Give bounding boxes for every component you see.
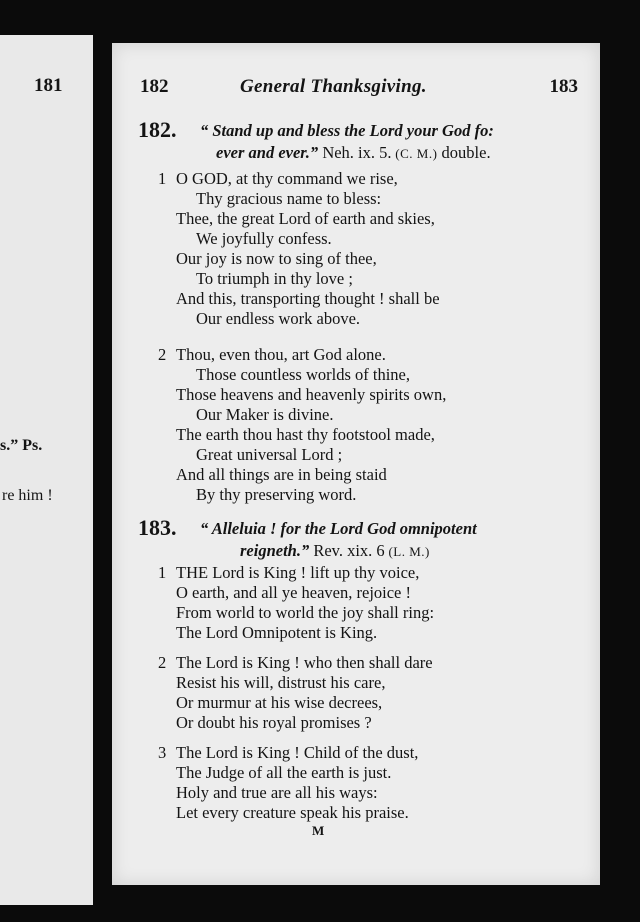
verse-line: Holy and true are all his ways: [176, 783, 378, 802]
verse-number: 1 [158, 563, 167, 582]
verse-line: Or doubt his royal promises ? [176, 713, 372, 732]
verse-line: The Judge of all the earth is just. [176, 763, 392, 782]
hymnal-page [112, 43, 600, 885]
verse-line: Our joy is now to sing of thee, [176, 249, 377, 268]
scripture-reference: Rev. xix. 6 [309, 541, 385, 560]
meter-note: double. [437, 143, 491, 162]
verse-line: O GOD, at thy command we rise, [176, 169, 398, 188]
hymn-epigraph [200, 519, 477, 539]
header-section-title: General Thanksgiving. [240, 76, 427, 97]
verse-line: Those heavens and heavenly spirits own, [176, 385, 447, 404]
verse-line: The Lord is King ! who then shall dare [176, 653, 433, 672]
verse-line: To triumph in thy love ; [196, 269, 353, 288]
meter-label: (C. M.) [391, 146, 438, 161]
previous-page [0, 35, 93, 905]
epigraph-text: ever and ever.” [216, 143, 319, 162]
verse-number: 1 [158, 169, 167, 188]
verse-number: 2 [158, 653, 167, 672]
verse-line: Let every creature speak his praise. [176, 803, 409, 822]
verse-number: 2 [158, 345, 167, 364]
verse-line: The Lord is King ! Child of the dust, [176, 743, 419, 762]
header-last-hymn-number: 183 [549, 76, 578, 97]
running-header [140, 76, 578, 102]
verse-line: THE Lord is King ! lift up thy voice, [176, 563, 420, 582]
meter-label: (L. M.) [384, 544, 430, 559]
verse-line: Those countless worlds of thine, [196, 365, 411, 384]
epigraph-text: “ Stand up and bless the Lord your God fo: [200, 121, 494, 140]
verse-line: Our endless work above. [196, 309, 361, 328]
verse-line: Thy gracious name to bless: [196, 189, 382, 208]
verse-line: Our Maker is divine. [196, 405, 334, 424]
epigraph-text: reigneth.” [240, 541, 310, 560]
signature-mark: M [312, 823, 325, 838]
hymn-reference [216, 143, 491, 163]
verse-line: And all things are in being staid [176, 465, 387, 484]
verse-line: Great universal Lord ; [196, 445, 343, 464]
verse-line: Thee, the great Lord of earth and skies, [176, 209, 435, 228]
verse-line: From world to world the joy shall ring: [176, 603, 435, 622]
verse-line: We joyfully confess. [196, 229, 332, 248]
verse-line: The Lord Omnipotent is King. [176, 623, 378, 642]
verse-line: By thy preserving word. [196, 485, 357, 504]
verse-number: 3 [158, 743, 167, 762]
hymn-number: 183. [138, 515, 177, 540]
verse-line: The earth thou hast thy footstool made, [176, 425, 435, 444]
scripture-reference: Neh. ix. 5. [318, 143, 392, 162]
header-first-hymn-number: 182 [140, 76, 169, 97]
verse-line: Resist his will, distrust his care, [176, 673, 386, 692]
hymn-reference [240, 541, 430, 561]
previous-page-number: 181 [34, 75, 63, 96]
previous-page-fragment: s.” Ps. [0, 437, 43, 454]
epigraph-text: “ Alleluia ! for the Lord God omnipotent [200, 519, 477, 538]
hymn-number: 182. [138, 117, 177, 142]
previous-page-fragment: re him ! [2, 487, 53, 504]
hymn-epigraph [200, 121, 494, 141]
verse-line: Or murmur at his wise decrees, [176, 693, 383, 712]
verse-line: O earth, and all ye heaven, rejoice ! [176, 583, 412, 602]
verse-line: Thou, even thou, art God alone. [176, 345, 386, 364]
verse-line: And this, transporting thought ! shall be [176, 289, 440, 308]
